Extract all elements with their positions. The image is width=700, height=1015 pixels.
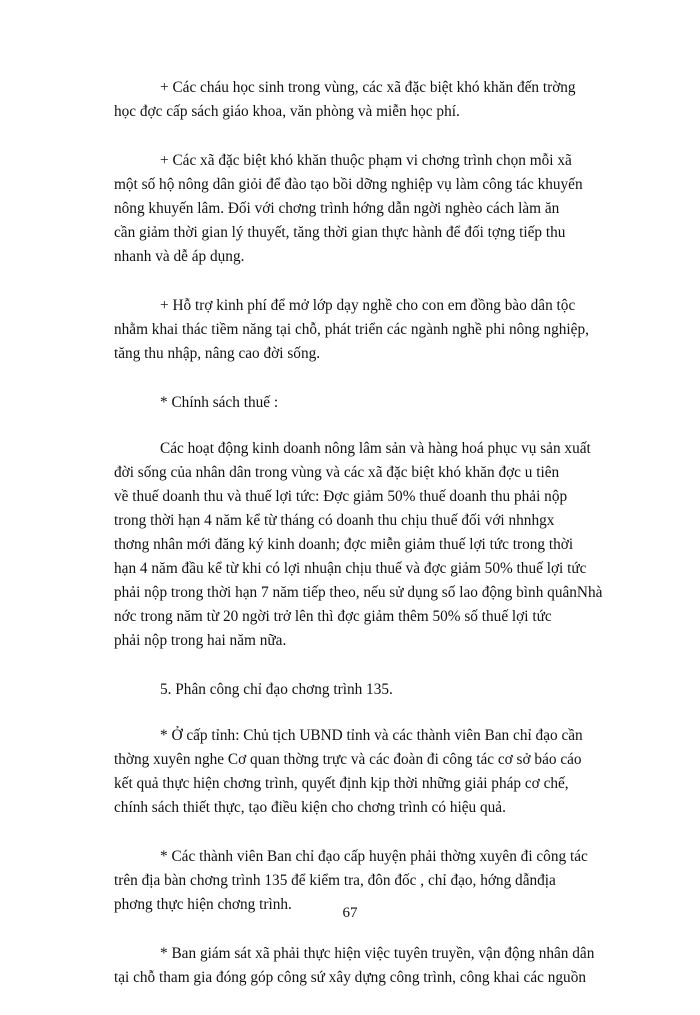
document-body — [114, 76, 634, 1015]
paragraph-student-support — [114, 76, 634, 124]
text-line: tăng thu nhập, nâng cao đời sống. — [114, 345, 321, 362]
text-line: về thuế doanh thu và thuế lợi tức: Đợc giảm 50% thuế doanh thu phải nộp — [114, 488, 568, 505]
text-line: * Ban giám sát xã phải thực hiện việc tuyên truyền, vận động nhân dân — [160, 945, 595, 962]
text-line: đời sống của nhân dân trong vùng và các xã đặc biệt khó khăn đợc u tiên — [114, 464, 560, 481]
text-line: cần giảm thời gian lý thuyết, tăng thời gian thực hành để đối tợng tiếp thu — [114, 224, 566, 241]
text-line: kết quả thực hiện chơng trình, quyết định kịp thời những giải pháp cơ chế, — [114, 775, 569, 792]
paragraph-farmer-training — [114, 149, 634, 269]
paragraph-commune-supervision — [114, 942, 634, 990]
text-line: nhằm khai thác tiềm năng tại chỗ, phát triển các ngành nghề phi nông nghiệp, — [114, 321, 589, 338]
text-line: * Ở cấp tỉnh: Chủ tịch UBND tỉnh và các thành viên Ban chỉ đạo cần — [160, 727, 583, 744]
text-line: + Các xã đặc biệt khó khăn thuộc phạm vi chơng trình chọn mỗi xã — [160, 152, 572, 169]
text-line: nhanh và dễ áp dụng. — [114, 248, 245, 265]
text-line: phải nộp trong hai năm nữa. — [114, 632, 287, 649]
paragraph-province-level — [114, 724, 634, 820]
section-heading-assignment — [114, 678, 634, 702]
paragraph-vocational-support — [114, 294, 634, 366]
section-heading-tax-policy — [114, 391, 634, 415]
text-line: trên địa bàn chơng trình 135 để kiểm tra, đôn đốc , chỉ đạo, hớng dẫnđịa — [114, 872, 556, 889]
text-line: * Các thành viên Ban chỉ đạo cấp huyện phải thờng xuyên đi công tác — [160, 848, 588, 865]
text-line: tại chỗ tham gia đóng góp công sứ xây dựng công trình, công khai các nguồn — [114, 969, 586, 986]
text-line: nông khuyến lâm. Đối với chơng trình hớng dẫn ngời nghèo cách làm ăn — [114, 200, 560, 217]
text-line: Các hoạt động kinh doanh nông lâm sản và hàng hoá phục vụ sản xuất — [160, 440, 591, 457]
text-line: thơng nhân mới đăng ký kinh doanh; đợc miễn giảm thuế lợi tức trong thời — [114, 536, 574, 553]
text-line: một số hộ nông dân giỏi để đào tạo bồi dỡng nghiệp vụ làm công tác khuyến — [114, 176, 583, 193]
text-line: phải nộp trong thời hạn 7 năm tiếp theo, nếu sử dụng số lao động bình quânNhà — [114, 584, 603, 601]
text-line: nớc trong năm từ 20 ngời trở lên thì đợc giảm thêm 50% số thuế lợi tức — [114, 608, 552, 625]
text-line: + Các cháu học sinh trong vùng, các xã đặc biệt khó khăn đến trờng — [160, 79, 576, 96]
text-line: trong thời hạn 4 năm kể từ tháng có doanh thu chịu thuế đối với nhnhgx — [114, 512, 555, 529]
heading-line: * Chính sách thuế : — [160, 394, 279, 411]
page-number: 67 — [342, 905, 358, 921]
text-line: hạn 4 năm đầu kể từ khi có lợi nhuận chịu thuế và đợc giảm 50% thuế lợi tức — [114, 560, 587, 577]
text-line: thờng xuyên nghe Cơ quan thờng trực và các đoàn đi công tác cơ sở báo cáo — [114, 751, 582, 768]
text-line: + Hỗ trợ kinh phí để mở lớp dạy nghề cho con em đồng bào dân tộc — [160, 297, 576, 314]
text-line: phơng thực hiện chơng trình. — [114, 896, 292, 913]
heading-line: 5. Phân công chỉ đạo chơng trình 135. — [160, 681, 393, 698]
text-line: học đợc cấp sách giáo khoa, văn phòng và miễn học phí. — [114, 103, 460, 120]
text-line: chính sách thiết thực, tạo điều kiện cho chơng trình có hiệu quả. — [114, 799, 506, 816]
paragraph-tax-policy — [114, 437, 634, 653]
